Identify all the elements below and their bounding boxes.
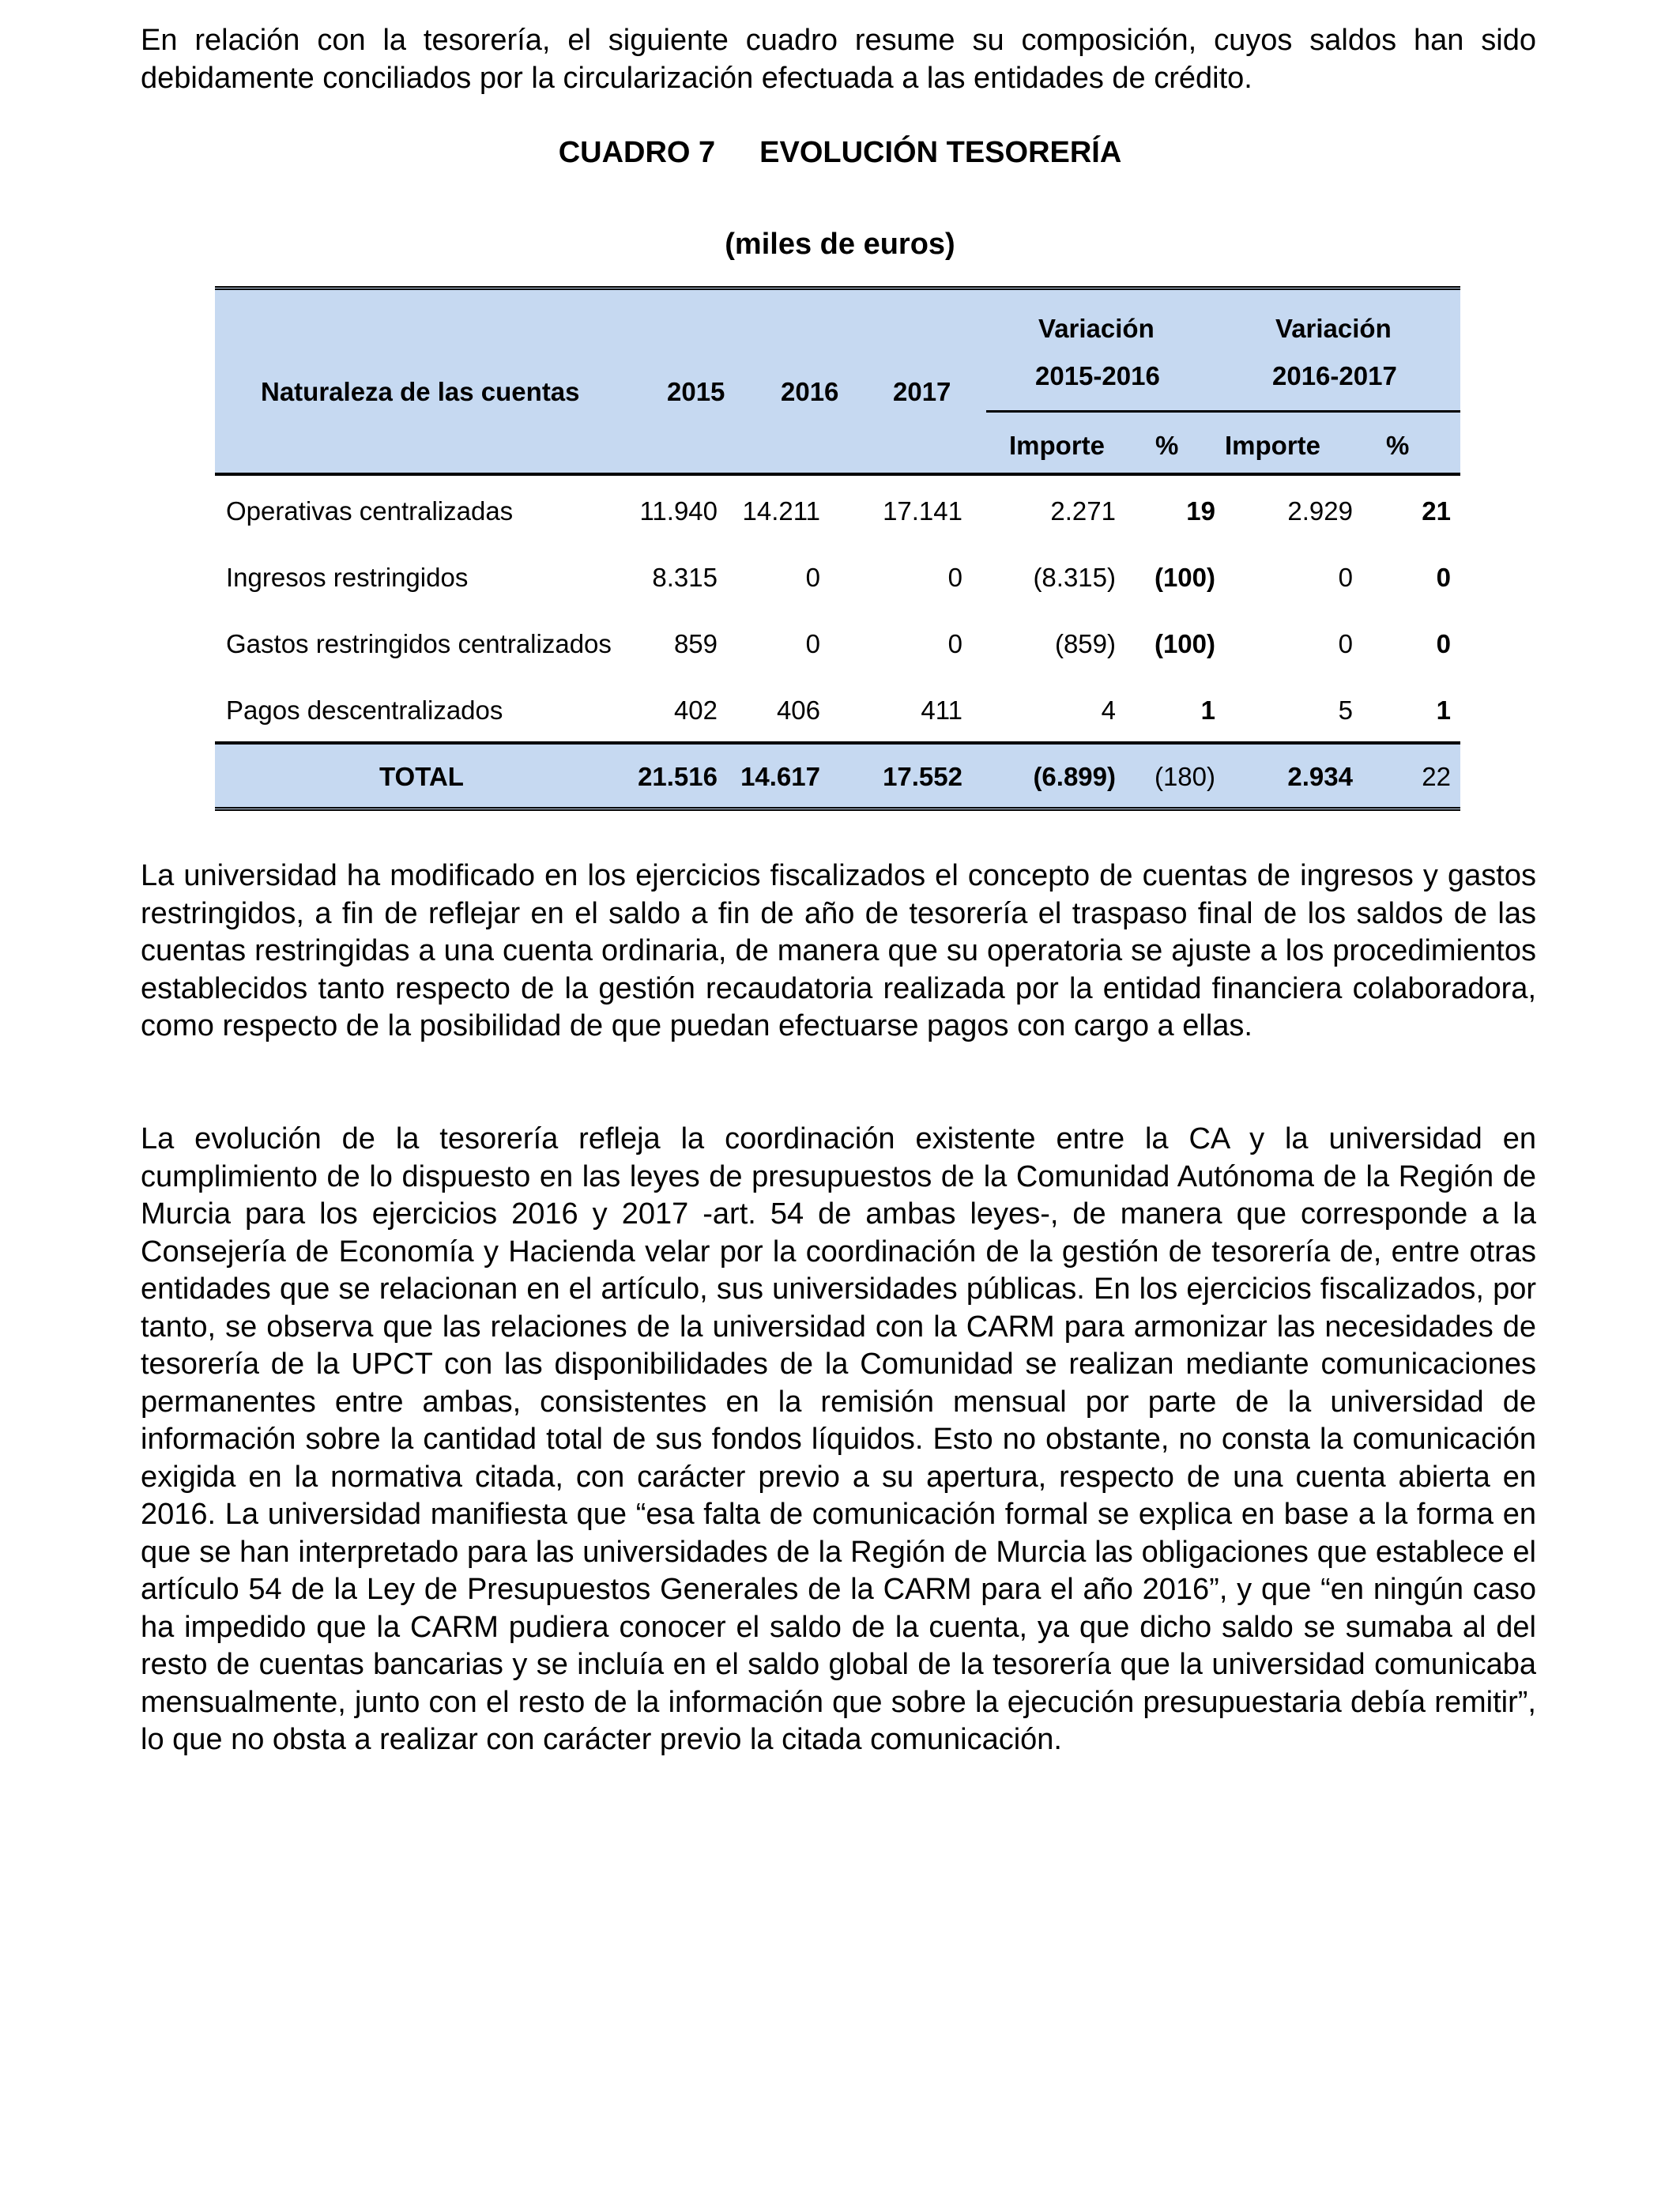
cell-2015: 859	[673, 629, 718, 658]
cell-importe1: 2.271	[1050, 496, 1116, 526]
header-name: Naturaleza de las cuentas	[261, 377, 580, 406]
cell-2016: 0	[805, 629, 820, 658]
cell-2015: 402	[673, 696, 718, 725]
treasury-table	[215, 286, 1460, 811]
cell-importe2: 2.929	[1287, 496, 1353, 526]
header-variation1-label: Variación	[1038, 314, 1155, 343]
row-name: Ingresos restringidos	[226, 563, 469, 592]
paragraph-2: La universidad ha modificado en los ejercicios fiscalizados el concepto de cuentas de ingresos y gastos restringidos, a fin de reflejar en el saldo a fin de año de tesorería el traspaso final de los saldos de las cuentas restringidas a una cuenta ordinaria, de manera que su operatoria se ajuste a los procedimientos establecidos tanto respecto de la gestión recaudatoria realizada por la entidad financiera colaboradora, como respecto de la posibilidad de que puedan efectuarse pagos con cargo a ellas.	[141, 859, 1536, 1042]
total-cell-2015: 21.516	[638, 762, 718, 791]
cell-2016: 0	[805, 563, 820, 592]
total-cell-2017: 17.552	[883, 762, 962, 791]
row-name: Operativas centralizadas	[226, 496, 514, 526]
row-name: Pagos descentralizados	[226, 696, 503, 725]
table-title-text: EVOLUCIÓN TESORERÍA	[759, 136, 1122, 169]
cell-2017: 411	[921, 696, 962, 725]
table-row	[215, 476, 1460, 542]
cell-pct2: 1	[1436, 696, 1451, 725]
cell-importe1: (859)	[1054, 629, 1116, 658]
table-row	[215, 675, 1460, 741]
cell-2016: 14.211	[742, 496, 820, 526]
total-cell-importe2: 2.934	[1287, 762, 1353, 791]
cell-2016: 406	[776, 696, 820, 725]
cell-2017: 0	[947, 563, 962, 592]
intro-paragraph: En relación con la tesorería, el siguiente cuadro resume su composición, cuyos saldos han sido debidamente conciliados por la circularización efectuada a las entidades de crédito.	[141, 24, 1536, 95]
table-units: (miles de euros)	[725, 228, 955, 261]
header-pct1: %	[1155, 431, 1179, 460]
cell-importe1: (8.315)	[1033, 563, 1116, 592]
total-label: TOTAL	[379, 762, 464, 791]
cell-pct2: 21	[1422, 496, 1451, 526]
header-2016: 2016	[781, 377, 839, 406]
table-number: CUADRO 7	[558, 136, 716, 169]
cell-pct1: (100)	[1154, 629, 1215, 658]
table-header	[215, 286, 1460, 476]
header-variation2-label: Variación	[1275, 314, 1392, 343]
total-cell-2016: 14.617	[740, 762, 820, 791]
cell-pct2: 0	[1436, 629, 1451, 658]
cell-pct1: (100)	[1154, 563, 1215, 592]
variation-divider	[986, 410, 1460, 413]
header-pct2: %	[1386, 431, 1410, 460]
cell-importe1: 4	[1101, 696, 1116, 725]
header-variation1-period: 2015-2016	[1035, 361, 1160, 390]
header-importe1: Importe	[1009, 431, 1106, 460]
header-2017: 2017	[893, 377, 951, 406]
header-importe2: Importe	[1225, 431, 1321, 460]
total-row	[215, 741, 1460, 811]
cell-pct2: 0	[1436, 563, 1451, 592]
header-2015: 2015	[667, 377, 725, 406]
row-name: Gastos restringidos centralizados	[226, 629, 612, 658]
paragraph-3: La evolución de la tesorería refleja la coordinación existente entre la CA y la universidad en cumplimiento de lo dispuesto en las leyes de presupuestos de la Comunidad Autónoma de la Región de Murcia para los ejercicios 2016 y 2017 -art. 54 de ambas leyes-, de manera que corresponde a la Consejería de Economía y Hacienda velar por la coordinación de la gestión de tesorería de, entre otras entidades que se relacionan en el artículo, sus universidades públicas. En los ejercicios fiscalizados, por tanto, se observa que las relaciones de la universidad con la CARM para armonizar las necesidades de tesorería de la UPCT con las disponibilidades de la Comunidad se realizan mediante comunicaciones permanentes entre ambas, consistentes en la remisión mensual por parte de la universidad de información sobre la cantidad total de sus fondos líquidos. Esto no obstante, no consta la comunicación exigida en la normativa citada, con carácter previo a su apertura, respecto de una cuenta abierta en 2016. La universidad manifiesta que “esa falta de comunicación formal se explica en base a la forma en que se han interpretado para las universidades de la Región de Murcia las obligaciones que establece el artículo 54 de la Ley de Presupuestos Generales de la CARM para el año 2016”, y que “en ningún caso ha impedido que la CARM pudiera conocer el saldo de la cuenta, ya que dicho saldo se sumaba al del resto de cuentas bancarias y se incluía en el saldo global de la tesorería que la universidad comunicaba mensualmente, junto con el resto de la información que sobre la ejecución presupuestaria debía remitir”, lo que no obsta a realizar con carácter previo la citada comunicación.	[141, 1122, 1536, 1756]
total-cell-pct1: (180)	[1154, 762, 1215, 791]
cell-2015: 8.315	[652, 563, 718, 592]
cell-pct1: 19	[1186, 496, 1215, 526]
table-title	[0, 136, 1680, 170]
table-row	[215, 542, 1460, 609]
total-cell-importe1: (6.899)	[1033, 762, 1116, 791]
cell-2017: 17.141	[883, 496, 962, 526]
cell-importe2: 0	[1338, 563, 1353, 592]
cell-importe2: 0	[1338, 629, 1353, 658]
table-row	[215, 609, 1460, 675]
cell-importe2: 5	[1338, 696, 1353, 725]
total-cell-pct2: 22	[1422, 762, 1451, 791]
cell-2015: 11.940	[639, 496, 718, 526]
cell-pct1: 1	[1200, 696, 1215, 725]
header-variation2-period: 2016-2017	[1272, 361, 1397, 390]
cell-2017: 0	[947, 629, 962, 658]
